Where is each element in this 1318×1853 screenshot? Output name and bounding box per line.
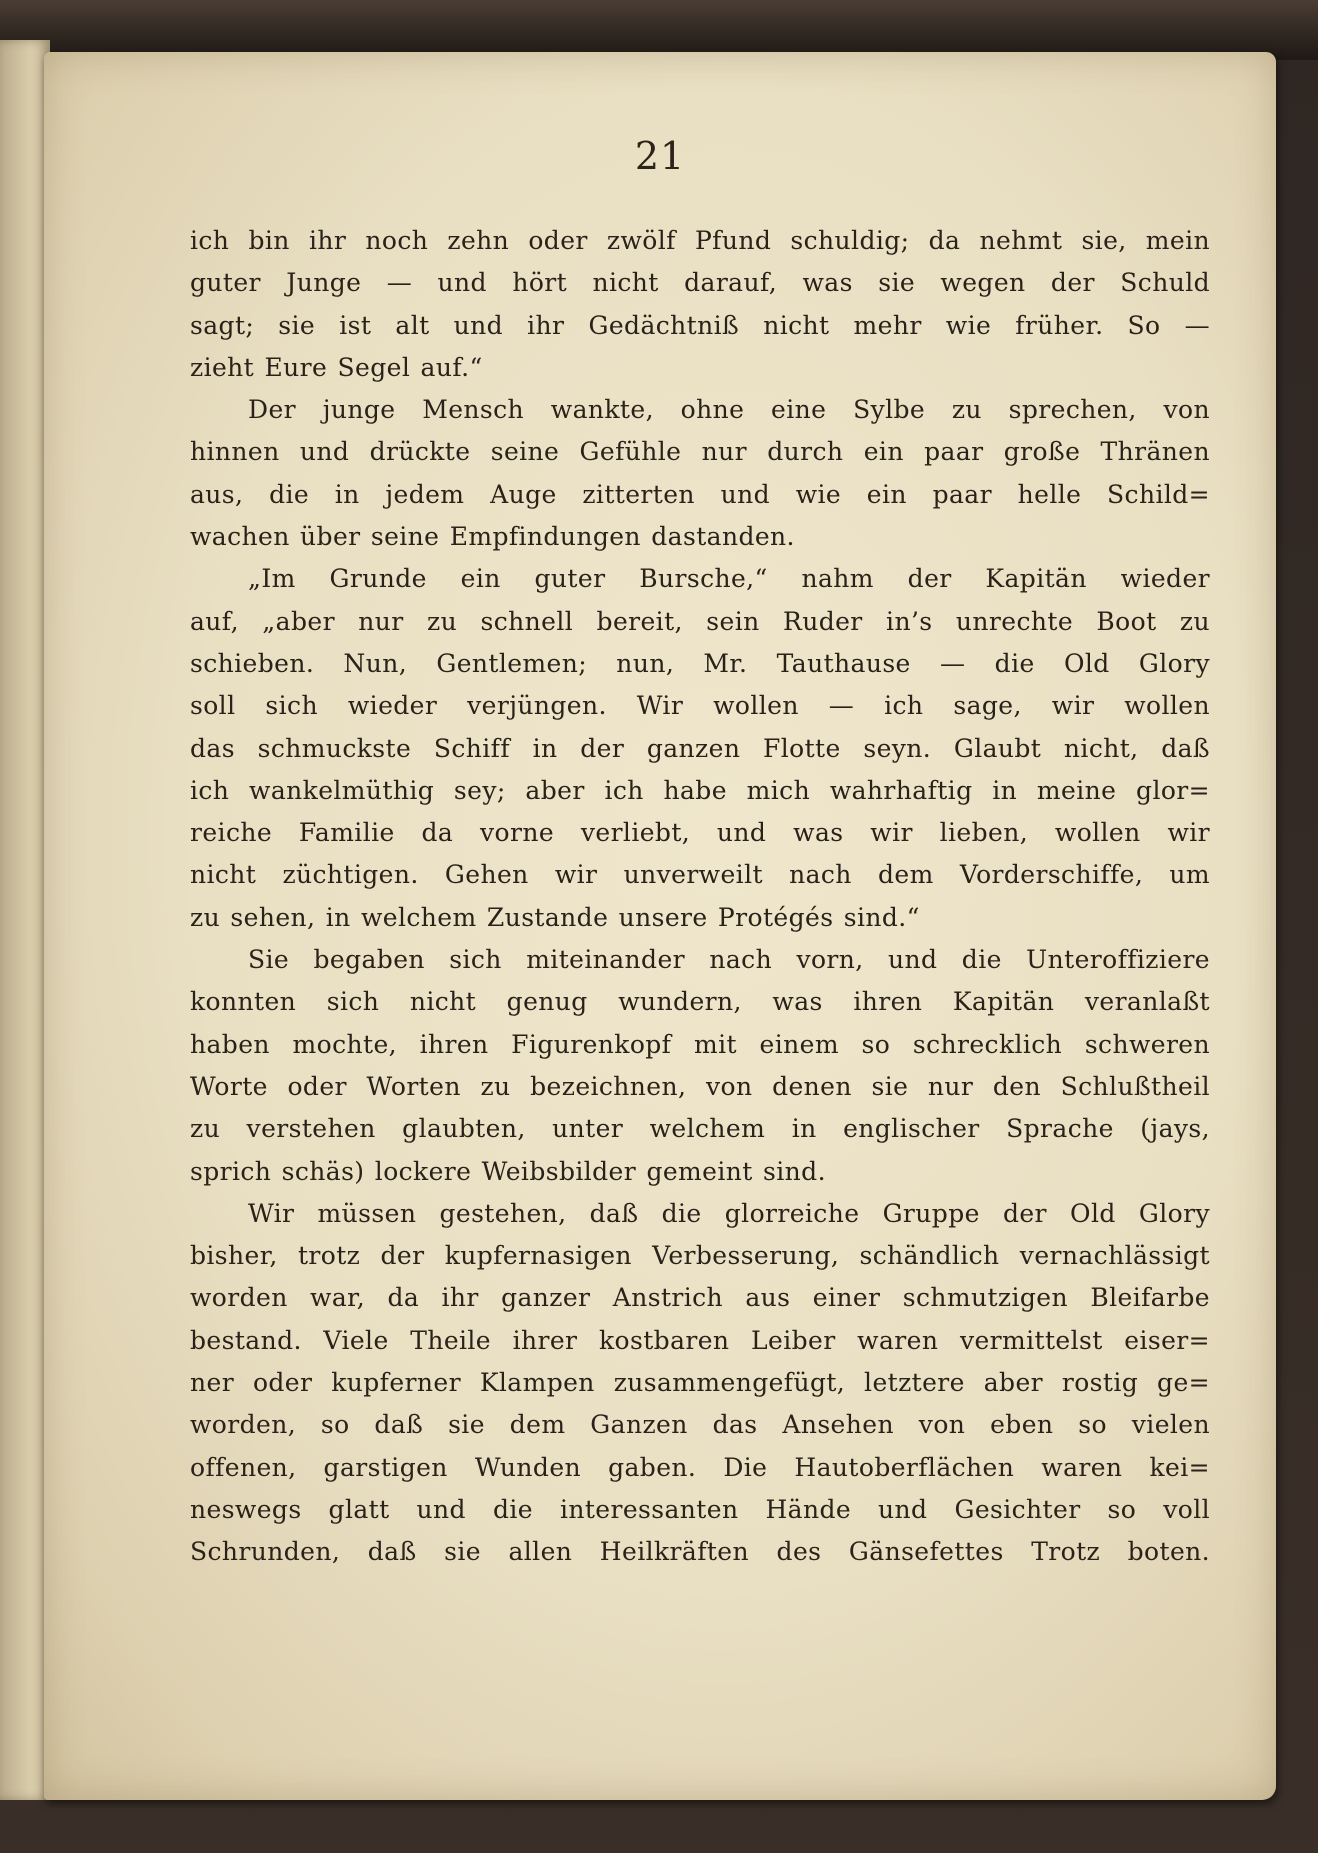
text-line: schieben. Nun, Gentlemen; nun, Mr. Tauthause — die Old Glory	[190, 648, 1210, 678]
text-line: bisher, trotz der kupfernasigen Verbesserung, schändlich vernachlässigt	[190, 1241, 1210, 1271]
text-line: zu verstehen glaubten, unter welchem in englischer Sprache (jays,	[190, 1114, 1210, 1144]
text-line: aus, die in jedem Auge zitterten und wie ein paar helle Schild=	[190, 479, 1210, 509]
text-line: soll sich wieder verjüngen. Wir wollen — ich sage, wir wollen	[190, 691, 1210, 721]
text-line: Der junge Mensch wankte, ohne eine Sylbe zu sprechen, von	[248, 395, 1210, 425]
text-line: ich wankelmüthig sey; aber ich habe mich wahrhaftig in meine glor=	[190, 775, 1210, 805]
text-line: offenen, garstigen Wunden gaben. Die Hautoberflächen waren kei=	[190, 1452, 1210, 1482]
text-line: nicht züchtigen. Gehen wir unverweilt nach dem Vorderschiffe, um	[190, 860, 1210, 890]
text-line: haben mochte, ihren Figurenkopf mit einem so schrecklich schweren	[190, 1029, 1210, 1059]
text-line: neswegs glatt und die interessanten Hände und Gesichter so voll	[190, 1494, 1210, 1524]
text-line: sprich schäs) lockere Weibsbilder gemeint sind.	[190, 1156, 826, 1186]
text-line: Worte oder Worten zu bezeichnen, von denen sie nur den Schlußtheil	[190, 1071, 1210, 1101]
text-line: Sie begaben sich miteinander nach vorn, und die Unteroffiziere	[248, 945, 1210, 975]
previous-page-edge	[0, 40, 50, 1800]
text-line: konnten sich nicht genug wundern, was ihren Kapitän veranlaßt	[190, 987, 1210, 1017]
text-line: ich bin ihr noch zehn oder zwölf Pfund schuldig; da nehmt sie, mein	[190, 226, 1210, 255]
text-line: hinnen und drückte seine Gefühle nur durch ein paar große Thränen	[190, 437, 1210, 467]
text-line: Wir müssen gestehen, daß die glorreiche Gruppe der Old Glory	[248, 1198, 1210, 1228]
book-cover-edge	[0, 0, 1318, 60]
body-text	[190, 220, 1210, 1574]
text-line: zieht Eure Segel auf.“	[190, 352, 483, 382]
text-line: guter Junge — und hört nicht darauf, was sie wegen der Schuld	[190, 268, 1210, 298]
text-line: das schmuckste Schiff in der ganzen Flotte seyn. Glaubt nicht, daß	[190, 733, 1210, 763]
text-line: Schrunden, daß sie allen Heilkräften des Gänsefettes Trotz boten.	[190, 1537, 1210, 1567]
text-line: bestand. Viele Theile ihrer kostbaren Leiber waren vermittelst eiser=	[190, 1325, 1210, 1355]
text-line: reiche Familie da vorne verliebt, und was wir lieben, wollen wir	[190, 818, 1210, 848]
text-line: worden, so daß sie dem Ganzen das Ansehen von eben so vielen	[190, 1410, 1210, 1440]
text-line: worden war, da ihr ganzer Anstrich aus einer schmutzigen Bleifarbe	[190, 1283, 1210, 1313]
text-line: zu sehen, in welchem Zustande unsere Protégés sind.“	[190, 902, 920, 932]
text-line: ner oder kupferner Klampen zusammengefügt, letztere aber rostig ge=	[190, 1368, 1210, 1398]
book-page	[44, 52, 1276, 1800]
text-line: wachen über seine Empfindungen dastanden.	[190, 522, 795, 552]
text-line: auf, „aber nur zu schnell bereit, sein Ruder in’s unrechte Boot zu	[190, 606, 1210, 636]
page-number: 21	[634, 134, 686, 178]
text-line: sagt; sie ist alt und ihr Gedächtniß nicht mehr wie früher. So —	[190, 310, 1210, 340]
text-line: „Im Grunde ein guter Bursche,“ nahm der Kapitän wieder	[248, 564, 1210, 594]
